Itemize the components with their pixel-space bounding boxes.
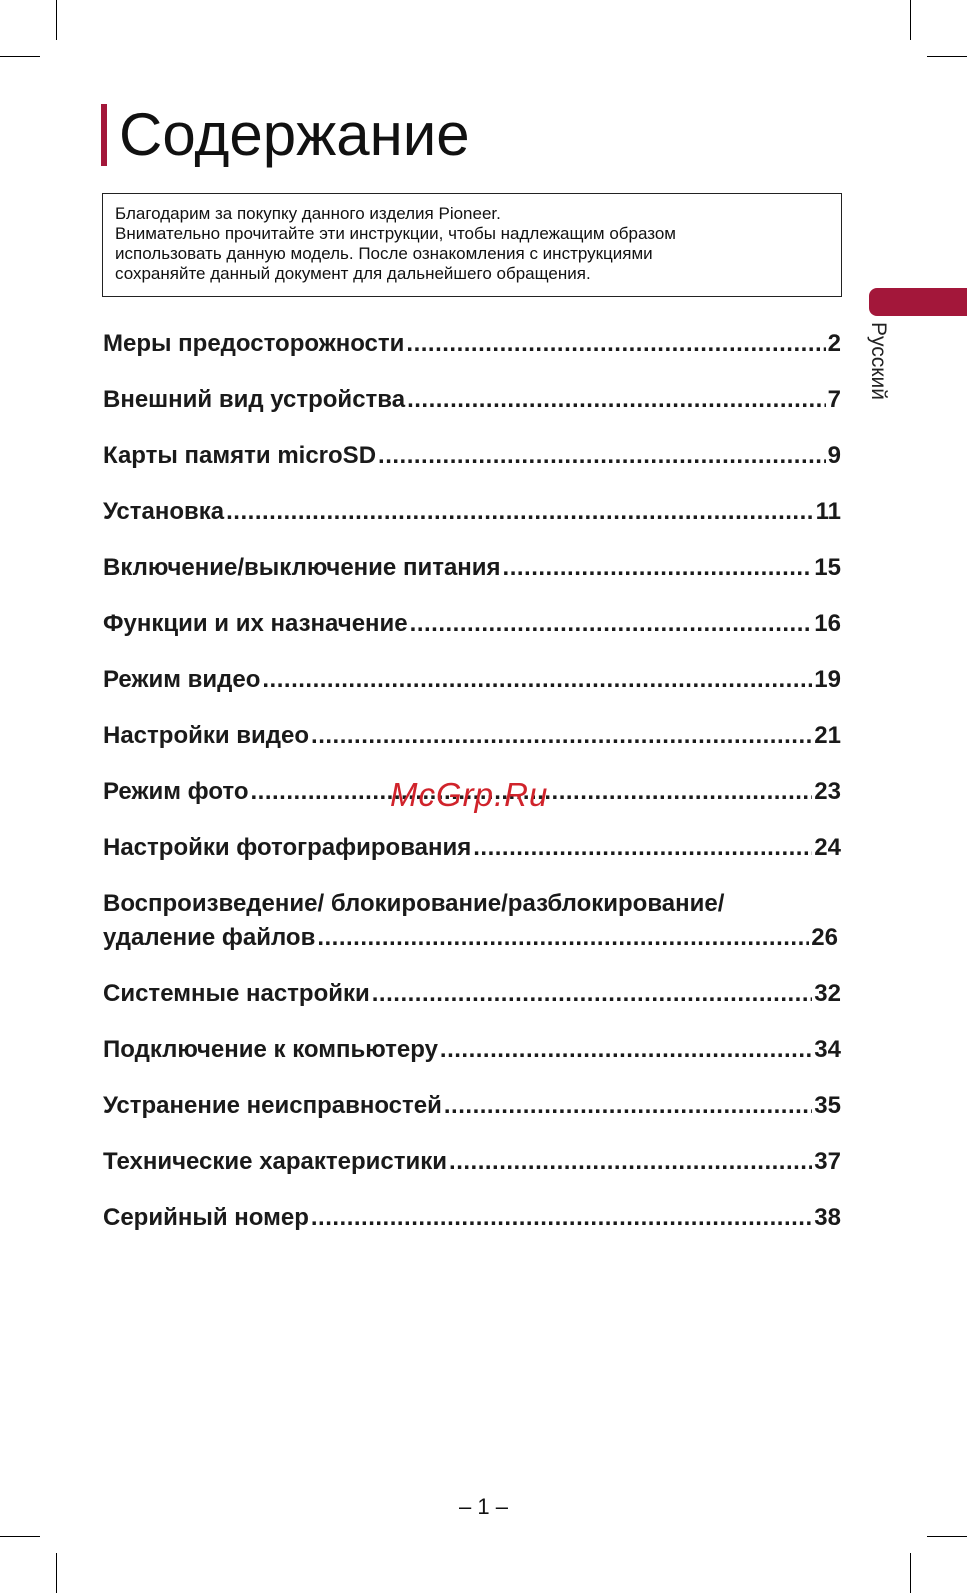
toc-item-page: 7 bbox=[827, 386, 841, 413]
intro-box bbox=[102, 193, 842, 297]
toc-item[interactable] bbox=[103, 1092, 841, 1126]
toc-item[interactable] bbox=[103, 386, 841, 420]
toc-item-page: 2 bbox=[827, 330, 841, 357]
toc-item-page: 37 bbox=[814, 1148, 841, 1175]
toc-item[interactable] bbox=[103, 610, 841, 644]
toc-item[interactable] bbox=[103, 980, 841, 1014]
toc-item-label: Включение/выключение питания bbox=[103, 554, 501, 581]
toc-item-page: 23 bbox=[814, 778, 841, 805]
toc-item-label: Меры предосторожности bbox=[103, 330, 405, 357]
toc-leader bbox=[262, 666, 812, 694]
toc-item-label: Подключение к компьютеру bbox=[103, 1036, 438, 1063]
language-tab-label: Русский bbox=[867, 322, 890, 400]
page-title-text: Содержание bbox=[119, 101, 470, 168]
toc-leader bbox=[503, 554, 813, 582]
toc-item-page: 16 bbox=[814, 610, 841, 637]
intro-line: использовать данную модель. После ознакомления с инструкциями bbox=[115, 244, 653, 263]
toc-item[interactable] bbox=[103, 498, 841, 532]
toc-item-page: 38 bbox=[814, 1204, 841, 1231]
toc-item-page: 19 bbox=[814, 666, 841, 693]
toc-item-label: Карты памяти microSD bbox=[103, 442, 377, 469]
toc-item[interactable] bbox=[103, 330, 841, 364]
toc-item-page: 34 bbox=[814, 1036, 841, 1063]
crop-mark bbox=[910, 1553, 911, 1593]
toc-item[interactable] bbox=[103, 554, 841, 588]
toc-item[interactable] bbox=[103, 890, 841, 958]
crop-mark bbox=[910, 0, 911, 40]
crop-mark bbox=[56, 0, 57, 40]
language-tab bbox=[869, 288, 967, 316]
toc-item-label: Технические характеристики bbox=[103, 1148, 448, 1175]
toc-item[interactable] bbox=[103, 834, 841, 868]
toc-leader bbox=[440, 1036, 812, 1064]
crop-mark bbox=[0, 1536, 40, 1537]
toc-leader bbox=[406, 330, 825, 358]
toc-leader bbox=[311, 722, 812, 750]
toc-leader bbox=[444, 1092, 812, 1120]
toc-item-label: Системные настройки bbox=[103, 980, 370, 1007]
toc-item-label: Режим видео bbox=[103, 666, 261, 693]
toc-leader bbox=[372, 980, 813, 1008]
toc-leader bbox=[449, 1148, 812, 1176]
toc-item-page: 24 bbox=[814, 834, 841, 861]
toc-item[interactable] bbox=[103, 1204, 841, 1238]
toc-item-page: 9 bbox=[827, 442, 841, 469]
toc-item-label: Функции и их назначение bbox=[103, 610, 408, 637]
toc-item-page: 26 bbox=[811, 924, 838, 951]
toc-item-page: 11 bbox=[815, 498, 841, 525]
title-accent-bar bbox=[101, 104, 107, 166]
intro-line: сохраняйте данный документ для дальнейшего обращения. bbox=[115, 264, 591, 283]
toc-item-label: Серийный номер bbox=[103, 1204, 309, 1231]
toc-item-label: Установка bbox=[103, 498, 225, 525]
toc-item-label-line1: Воспроизведение/ блокирование/разблокирование/ bbox=[103, 890, 725, 917]
toc-leader bbox=[226, 498, 813, 526]
toc-item[interactable] bbox=[103, 1036, 841, 1070]
toc-item-label: удаление файлов bbox=[103, 924, 316, 951]
toc-item-page: 35 bbox=[814, 1092, 841, 1119]
toc-leader bbox=[317, 924, 809, 952]
toc-item-label: Внешний вид устройства bbox=[103, 386, 406, 413]
toc-item-page: 32 bbox=[814, 980, 841, 1007]
crop-mark bbox=[927, 1536, 967, 1537]
toc-item[interactable] bbox=[103, 722, 841, 756]
toc-item-page: 21 bbox=[814, 722, 841, 749]
toc-item-label: Устранение неисправностей bbox=[103, 1092, 442, 1119]
toc-leader bbox=[311, 1204, 812, 1232]
toc-item-label: Настройки видео bbox=[103, 722, 310, 749]
toc-item[interactable] bbox=[103, 666, 841, 700]
toc-item-label: Настройки фотографирования bbox=[103, 834, 472, 861]
toc-item-label: Режим фото bbox=[103, 778, 249, 805]
watermark-text: McGrp.Ru bbox=[390, 776, 549, 813]
toc-leader bbox=[378, 442, 826, 470]
crop-mark bbox=[56, 1553, 57, 1593]
toc-leader bbox=[410, 610, 813, 638]
page-number: – 1 – bbox=[459, 1494, 508, 1519]
crop-mark bbox=[927, 56, 967, 57]
intro-line: Благодарим за покупку данного изделия Pioneer. bbox=[115, 204, 501, 223]
intro-line: Внимательно прочитайте эти инструкции, чтобы надлежащим образом bbox=[115, 224, 676, 243]
toc-item-page: 15 bbox=[814, 554, 841, 581]
toc-item[interactable] bbox=[103, 1148, 841, 1182]
page-title bbox=[101, 100, 470, 170]
toc-leader bbox=[407, 386, 826, 414]
toc-item[interactable] bbox=[103, 442, 841, 476]
toc-leader bbox=[473, 834, 812, 862]
crop-mark bbox=[0, 56, 40, 57]
